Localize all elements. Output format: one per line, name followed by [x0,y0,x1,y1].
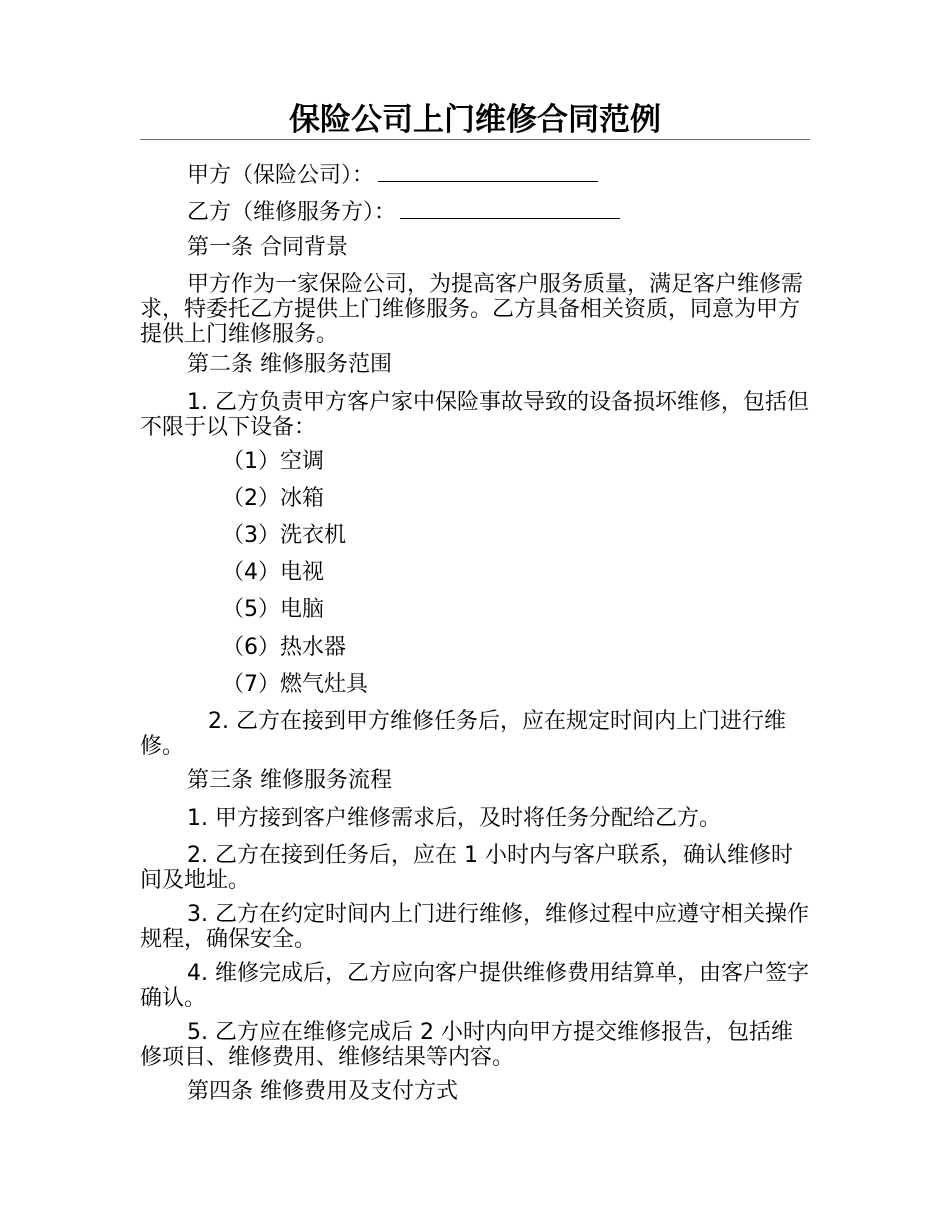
article4-heading: 第四条 维修费用及支付方式 [187,1079,458,1104]
article3-step: 5. 乙方应在维修完成后 2 小时内向甲方提交维修报告，包括维修项目、维修费用、维修结果等内容。 [140,1020,793,1070]
article3-step: 3. 乙方在约定时间内上门进行维修，维修过程中应遵守相关操作规程，确保安全。 [140,902,809,952]
article3-step: 1. 甲方接到客户维修需求后，及时将任务分配给乙方。 [187,806,721,831]
article2-item1: 1. 乙方负责甲方客户家中保险事故导致的设备损坏维修，包括但不限于以下设备： [140,390,809,440]
article3-heading: 第三条 维修服务流程 [187,768,392,793]
article2-heading: 第二条 维修服务范围 [187,352,392,377]
article3-step: 2. 乙方在接到任务后，应在 1 小时内与客户联系，确认维修时间及地址。 [140,843,793,893]
article2-item2: 2. 乙方在接到甲方维修任务后，应在规定时间内上门进行维修。 [140,709,786,759]
document-title: 保险公司上门维修合同范例 [289,102,661,138]
title-underline [140,139,810,140]
party-a-label: 甲方（保险公司）： [187,163,375,188]
device-item: （7）燃气灶具 [222,672,368,697]
article3-step: 4. 维修完成后，乙方应向客户提供维修费用结算单，由客户签字确认。 [140,961,809,1011]
party-b-label: 乙方（维修服务方）： [187,200,397,225]
article1-body: 甲方作为一家保险公司，为提高客户服务质量，满足客户维修需求，特委托乙方提供上门维修服务。乙方具备相关资质，同意为甲方提供上门维修服务。 [140,272,804,347]
device-item: （2）冰箱 [222,486,324,511]
device-item: （5）电脑 [222,597,324,622]
device-item: （3）洗衣机 [222,523,346,548]
article1-heading: 第一条 合同背景 [187,235,348,260]
device-item: （1）空调 [222,449,324,474]
party-a-line [187,161,598,189]
party-a-blank [378,161,598,182]
party-b-line [187,198,620,226]
device-item: （6）热水器 [222,635,346,660]
device-item: （4）电视 [222,560,324,585]
party-b-blank [400,198,620,219]
